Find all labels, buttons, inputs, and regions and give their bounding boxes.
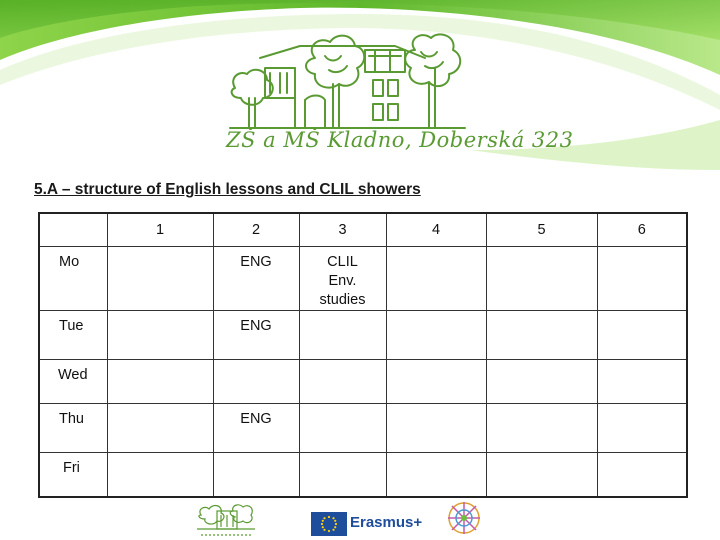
- lesson-cell: [299, 453, 386, 497]
- lesson-text: CLIL Env. studies: [319, 254, 366, 308]
- table-row: [39, 404, 687, 453]
- period-header: 6: [597, 213, 687, 247]
- lesson-cell: [107, 360, 213, 404]
- day-label: Fri: [39, 453, 107, 497]
- lesson-cell: ENG: [213, 311, 299, 360]
- lesson-cell: [486, 247, 597, 311]
- day-label: Thu: [39, 404, 107, 453]
- lesson-cell: [597, 247, 687, 311]
- lesson-cell: [299, 404, 386, 453]
- lesson-cell: [386, 247, 486, 311]
- erasmus-logo: [311, 510, 421, 536]
- lesson-cell: [213, 453, 299, 497]
- lesson-cell: [107, 311, 213, 360]
- heritage-badge-icon: [444, 498, 484, 538]
- lesson-cell: [597, 453, 687, 497]
- lesson-cell: [386, 453, 486, 497]
- period-header: 4: [386, 213, 486, 247]
- lesson-cell: [597, 311, 687, 360]
- lesson-cell: [386, 311, 486, 360]
- footer-logos: [0, 498, 720, 540]
- lesson-cell: [597, 404, 687, 453]
- day-label: Wed: [39, 360, 107, 404]
- day-label: Tue: [39, 311, 107, 360]
- lesson-cell: [597, 360, 687, 404]
- period-header: 5: [486, 213, 597, 247]
- corner-cell: [39, 213, 107, 247]
- lesson-cell: [299, 360, 386, 404]
- lesson-cell: [213, 360, 299, 404]
- day-label: Mo: [39, 247, 107, 311]
- school-building-logo: [193, 501, 259, 539]
- schedule-table: [38, 212, 688, 498]
- lesson-cell: [107, 247, 213, 311]
- lesson-cell: [107, 404, 213, 453]
- period-header: 2: [213, 213, 299, 247]
- lesson-cell: [386, 404, 486, 453]
- lesson-cell: [299, 311, 386, 360]
- lesson-cell: [486, 404, 597, 453]
- table-row: [39, 453, 687, 497]
- lesson-cell-clil: [299, 247, 386, 311]
- lesson-cell: [107, 453, 213, 497]
- table-row: [39, 247, 687, 311]
- school-name-signature: ZŠ a MŠ Kladno, Doberská 323: [226, 128, 574, 152]
- period-header: 3: [299, 213, 386, 247]
- eu-flag-icon: [311, 512, 347, 536]
- page-title: 5.A – structure of English lessons and CLIL showers: [34, 181, 421, 198]
- lesson-cell: [486, 311, 597, 360]
- lesson-cell: ENG: [213, 247, 299, 311]
- lesson-cell: [486, 360, 597, 404]
- lesson-cell: [386, 360, 486, 404]
- table-row: [39, 311, 687, 360]
- header-row: [39, 213, 687, 247]
- lesson-cell: ENG: [213, 404, 299, 453]
- lesson-cell: [486, 453, 597, 497]
- table-row: [39, 360, 687, 404]
- erasmus-label: Erasmus+: [350, 514, 423, 531]
- period-header: 1: [107, 213, 213, 247]
